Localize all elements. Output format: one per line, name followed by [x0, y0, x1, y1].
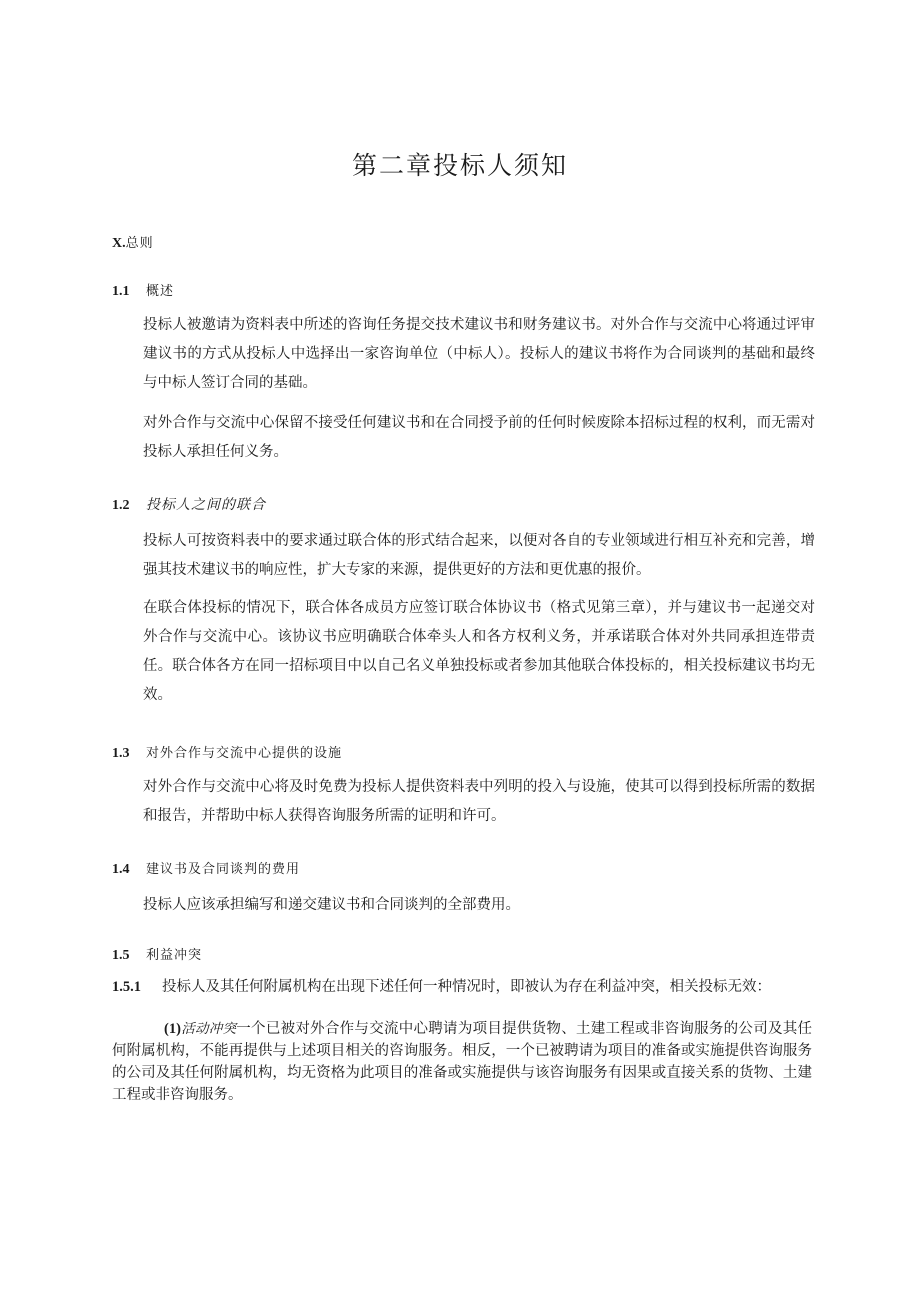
section-1-4-label: 建议书及合同谈判的费用: [146, 862, 301, 877]
section-1-3-label: 对外合作与交流中心提供的设施: [146, 746, 343, 761]
section-1-4-heading: [112, 858, 300, 878]
section-1-2-number: 1.2: [112, 498, 130, 513]
section-1-5-1-text: 投标人及其任何附属机构在出现下述任何一种情况时，即被认为存在利益冲突，相关投标无效：: [162, 979, 771, 995]
section-x-label: 总则: [125, 236, 154, 251]
section-1-5-number: 1.5: [112, 948, 130, 963]
section-x-heading: [112, 232, 154, 252]
section-1-3-heading: [112, 742, 342, 762]
conflict-item-1-label: (1): [164, 1021, 181, 1037]
section-1-2-heading: [112, 494, 266, 514]
section-1-1-label: 概述: [146, 284, 175, 299]
conflict-item-1-text: 一个已被对外合作与交流中心聘请为项目提供货物、土建工程或非咨询服务的公司及其任何附属机构，不能再提供与上述项目相关的咨询服务。相反，一个已被聘请为项目的准备或实施提供咨询服务的公司及其任何附属机构，均无资格为此项目的准备或实施提供与该咨询服务有因果或直接关系的货物、土建工程或非咨询服务。: [112, 1021, 813, 1103]
section-1-2-paragraph-2: 在联合体投标的情况下，联合体各成员方应签订联合体协议书（格式见第三章），并与建议书一起递交对外合作与交流中心。该协议书应明确联合体牵头人和各方权利义务，并承诺联合体对外共同承担连带责任。联合体各方在同一招标项目中以自己名义单独投标或者参加其他联合体投标的，相关投标建议书均无效。: [143, 600, 815, 703]
section-x-number: X.: [112, 236, 126, 251]
section-1-5-1-number: 1.5.1: [112, 979, 141, 995]
section-1-4-paragraph-1: 投标人应该承担编写和递交建议书和合同谈判的全部费用。: [143, 897, 520, 913]
section-1-3-paragraph-1: 对外合作与交流中心将及时免费为投标人提供资料表中列明的投入与设施，使其可以得到投标所需的数据和报告，并帮助中标人获得咨询服务所需的证明和许可。: [143, 779, 815, 824]
section-1-1-paragraph-1: 投标人被邀请为资料表中所述的咨询任务提交技术建议书和财务建议书。对外合作与交流中心将通过评审建议书的方式从投标人中选择出一家咨询单位（中标人）。投标人的建议书将作为合同谈判的基础和最终与中标人签订合同的基础。: [143, 317, 815, 391]
section-1-2-label: 投标人之间的联合: [146, 497, 266, 513]
section-1-4-number: 1.4: [112, 862, 130, 877]
section-1-3-number: 1.3: [112, 746, 130, 761]
section-1-5-label: 利益冲突: [146, 948, 203, 963]
section-1-5-heading: [112, 944, 202, 964]
section-1-2-paragraph-1: 投标人可按资料表中的要求通过联合体的形式结合起来，以便对各自的专业领域进行相互补充和完善，增强其技术建议书的响应性，扩大专家的来源，提供更好的方法和更优惠的报价。: [143, 533, 815, 578]
section-1-1-paragraph-2: 对外合作与交流中心保留不接受任何建议书和在合同授予前的任何时候废除本招标过程的权利，而无需对投标人承担任何义务。: [143, 415, 815, 460]
section-1-1-number: 1.1: [112, 284, 130, 299]
conflict-item-1: [112, 1018, 812, 1106]
chapter-title: 第二章投标人须知: [351, 151, 568, 180]
conflict-item-1-keyword: 活动冲突: [180, 1021, 237, 1037]
section-1-5-1: [112, 975, 822, 996]
section-1-1-heading: [112, 280, 174, 300]
